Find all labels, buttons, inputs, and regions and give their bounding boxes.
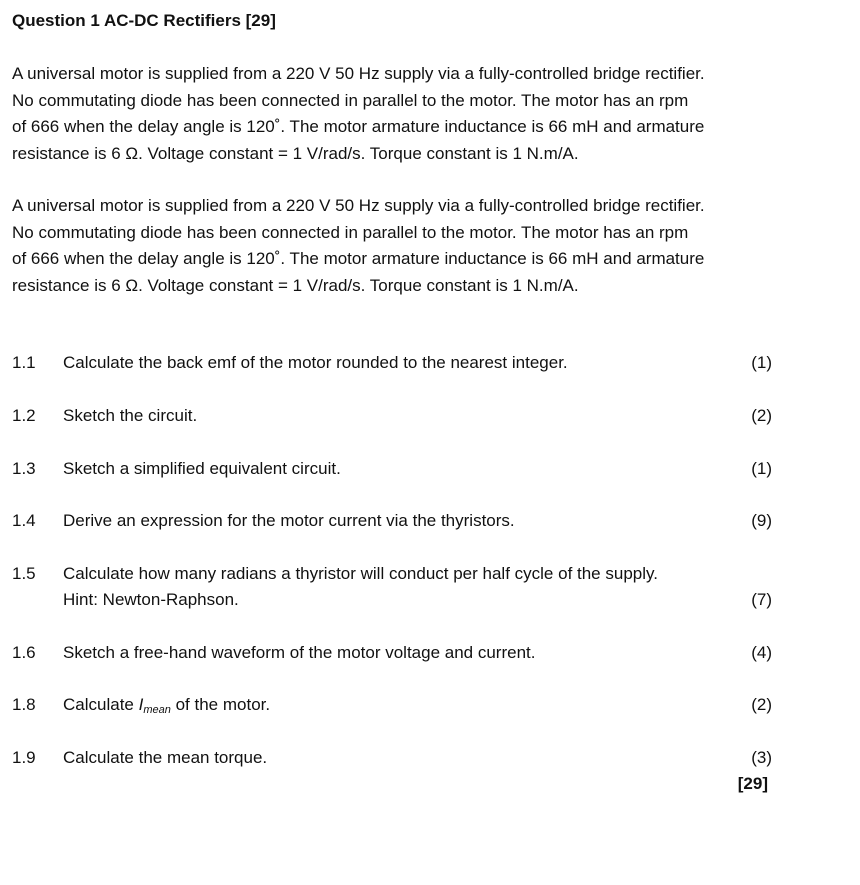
paragraph-line: A universal motor is supplied from a 220 V 50 Hz supply via a fully-controlled bridge rectifier.	[12, 196, 705, 215]
question-number: 1.2	[12, 406, 36, 425]
question-number: 1.5	[12, 564, 36, 583]
paragraph-line: A universal motor is supplied from a 220 V 50 Hz supply via a fully-controlled bridge rectifier.	[12, 64, 705, 83]
question-marks: (3)	[751, 748, 772, 767]
question-text: Calculate how many radians a thyristor will conduct per half cycle of the supply.	[63, 564, 658, 583]
question-marks: (9)	[751, 511, 772, 530]
paragraph-line: No commutating diode has been connected in parallel to the motor. The motor has an rpm	[12, 222, 689, 242]
question-title: Question 1 AC-DC Rectifiers [29]	[12, 11, 276, 30]
question-number: 1.8	[12, 695, 36, 714]
current-symbol: I	[138, 695, 144, 714]
question-text-block	[63, 561, 658, 613]
paragraph-line: of 666 when the delay angle is 120˚. The motor armature inductance is 66 mH and armature	[12, 117, 705, 136]
intro-paragraph-1	[12, 61, 812, 167]
question-number: 1.1	[12, 353, 36, 372]
question-marks: (2)	[751, 406, 772, 425]
question-text: Sketch a free-hand waveform of the motor voltage and current.	[63, 643, 536, 662]
current-symbol-subscript: mean	[143, 704, 171, 716]
question-text: Sketch the circuit.	[63, 406, 198, 425]
total-marks: [29]	[737, 774, 768, 793]
intro-paragraph-2	[12, 193, 812, 299]
question-text	[63, 692, 270, 723]
question-text: Calculate the back emf of the motor rounded to the nearest integer.	[63, 353, 568, 372]
question-number: 1.6	[12, 643, 36, 662]
question-marks: (1)	[751, 353, 772, 372]
question-text-after: of the motor.	[170, 695, 271, 714]
paragraph-line: resistance is 6 Ω. Voltage constant = 1 V/rad/s. Torque constant is 1 N.m/A.	[12, 143, 579, 163]
question-number: 1.9	[12, 748, 36, 767]
question-marks: (4)	[751, 643, 772, 662]
question-number: 1.3	[12, 459, 36, 478]
question-marks: (2)	[751, 695, 772, 714]
question-hint: Hint: Newton-Raphson.	[63, 590, 239, 609]
question-marks: (7)	[751, 590, 772, 609]
question-text: Sketch a simplified equivalent circuit.	[63, 459, 341, 478]
paragraph-line: No commutating diode has been connected in parallel to the motor. The motor has an rpm	[12, 90, 689, 110]
question-marks: (1)	[751, 459, 772, 478]
question-text: Derive an expression for the motor current via the thyristors.	[63, 511, 515, 530]
paragraph-line: of 666 when the delay angle is 120˚. The motor armature inductance is 66 mH and armature	[12, 249, 705, 268]
question-text-before: Calculate	[63, 695, 139, 714]
paragraph-line: resistance is 6 Ω. Voltage constant = 1 V/rad/s. Torque constant is 1 N.m/A.	[12, 275, 579, 295]
question-number: 1.4	[12, 511, 36, 530]
question-text: Calculate the mean torque.	[63, 748, 268, 767]
